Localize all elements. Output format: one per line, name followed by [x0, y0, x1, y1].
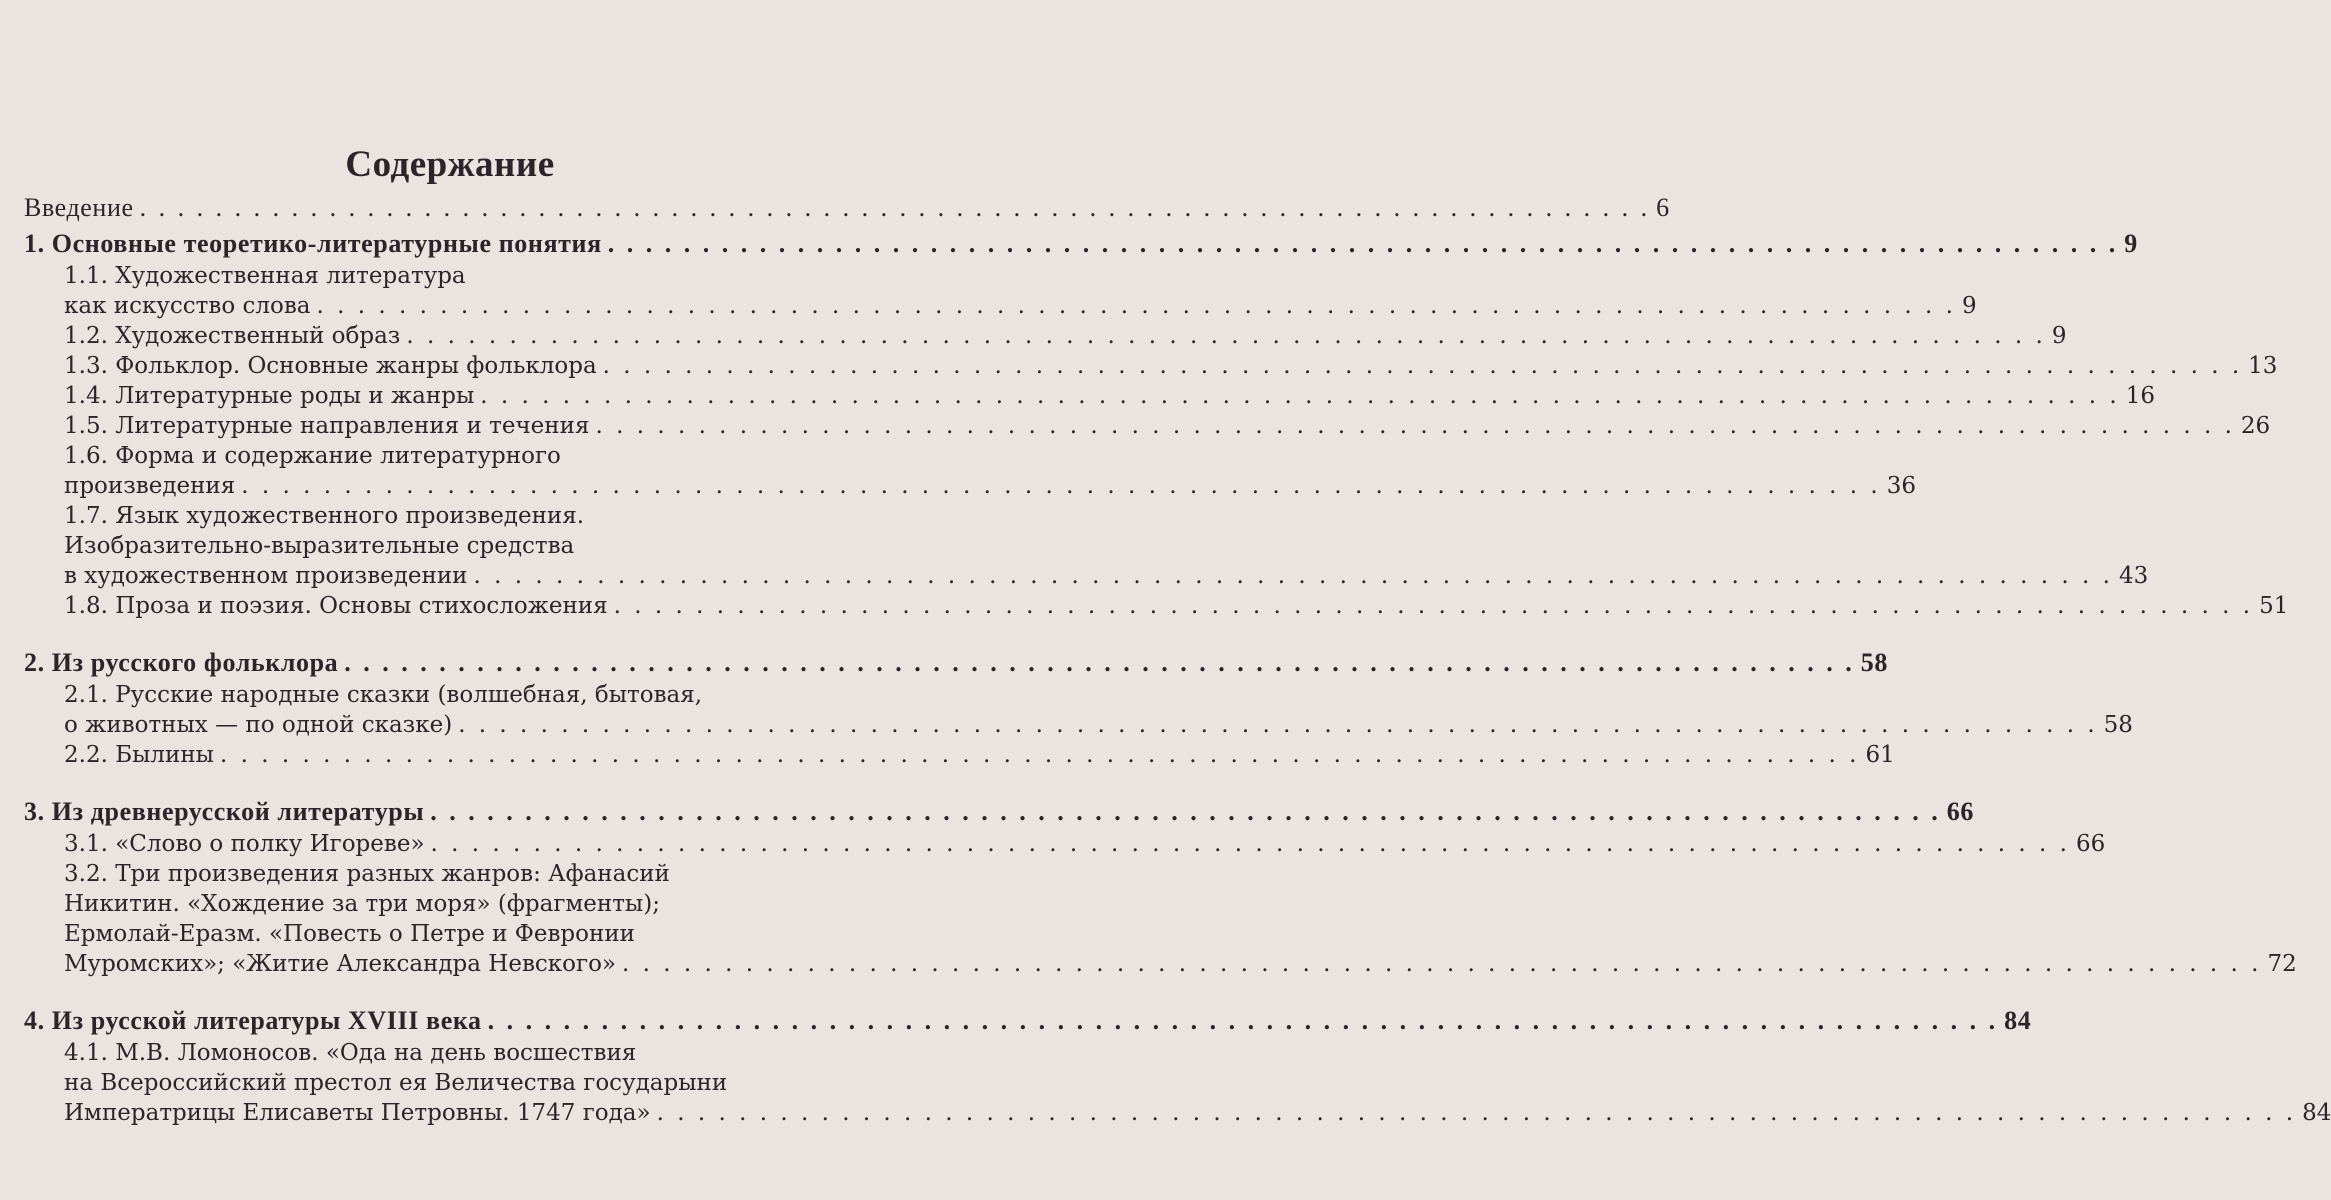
page-number: 9: [1961, 293, 1977, 319]
toc-section-entry: [24, 648, 1888, 678]
dot-leader: . . . . . . . . . . . . . . . . . . . . . . . . . . . . . . . . . . . . . . . . . . . . . . . . . . . . . . . . . . . . . . . . . . . . . . . . . . . . . . . .: [430, 797, 1941, 826]
toc-entry-text: в художественном произведении: [64, 563, 468, 589]
page-number: 72: [2267, 951, 2297, 977]
toc-line: [24, 291, 1977, 321]
page-number: 51: [2259, 593, 2289, 619]
toc-entry-text: 1.4. Литературные роды и жанры: [64, 383, 475, 409]
dot-leader: . . . . . . . . . . . . . . . . . . . . . . . . . . . . . . . . . . . . . . . . . . . . . . . . . . . . . . . . . . . . . . . . . . . . . . . . . . . . . . . .: [344, 648, 1855, 677]
toc-line: [24, 1038, 848, 1068]
toc-entry-text: как искусство слова: [64, 293, 311, 319]
toc-entry-text: на Всероссийский престол ея Величества государыни: [64, 1070, 728, 1096]
page-number: 61: [1865, 742, 1895, 768]
dot-leader: . . . . . . . . . . . . . . . . . . . . . . . . . . . . . . . . . . . . . . . . . . . . . . . . . . . . . . . . . . . . . . . . . . . . . . . . . . . . . . . .: [139, 193, 1651, 222]
toc-entry-text: 4.1. М.В. Ломоносов. «Ода на день восшествия: [64, 1040, 637, 1066]
page-number: 84: [2302, 1100, 2331, 1126]
toc-section-entry: [24, 1006, 2032, 1036]
dot-leader: . . . . . . . . . . . . . . . . . . . . . . . . . . . . . . . . . . . . . . . . . . . . . . . . . . . . . . . . . . . . . . . . . . . . . . . . . . . . . . . .: [458, 712, 2098, 738]
toc-entry-text: Ермолай-Еразм. «Повесть о Петре и Февронии: [64, 921, 635, 947]
toc-entry-text: 1. Основные теоретико-литературные понятия: [24, 229, 602, 258]
toc-entry-text: произведения: [64, 473, 236, 499]
toc-line: [24, 411, 2271, 441]
toc-line: [24, 680, 848, 710]
toc-entry-text: 2.2. Былины: [64, 742, 214, 768]
toc-subsection-entry: [24, 411, 2271, 441]
toc-entry-text: Никитин. «Хождение за три моря» (фрагменты);: [64, 891, 660, 917]
toc-line: [24, 1098, 2331, 1128]
toc-line: [24, 561, 2149, 591]
dot-leader: . . . . . . . . . . . . . . . . . . . . . . . . . . . . . . . . . . . . . . . . . . . . . . . . . . . . . . . . . . . . . . . . . . . . . . . . . . . . . . . .: [473, 563, 2113, 589]
toc-line: [24, 261, 848, 291]
toc-entry-text: 1.8. Проза и поэзия. Основы стихосложения: [64, 593, 608, 619]
toc-line: [24, 829, 2106, 859]
toc-line: [24, 501, 848, 531]
toc-subsection-entry: [24, 441, 1917, 501]
toc-line: [24, 193, 1670, 223]
toc-entry-text: 1.2. Художественный образ: [64, 323, 401, 349]
toc-line: [24, 919, 848, 949]
toc-intro-entry: [24, 193, 1670, 223]
page-number: 9: [2124, 229, 2138, 258]
page-number: 26: [2240, 413, 2271, 439]
toc-subsection-entry: [24, 381, 2155, 411]
page-number: 13: [2248, 353, 2278, 379]
toc-subsection-entry: [24, 740, 1895, 770]
toc-line: [24, 351, 2278, 381]
page-number: 66: [1946, 797, 1974, 826]
toc-line: [24, 1068, 848, 1098]
toc-line: [24, 740, 1895, 770]
table-of-contents: [24, 193, 2331, 1128]
dot-leader: . . . . . . . . . . . . . . . . . . . . . . . . . . . . . . . . . . . . . . . . . . . . . . . . . . . . . . . . . . . . . . . . . . . . . . . . . . . . . . . .: [406, 323, 2046, 349]
toc-subsection-entry: [24, 261, 1977, 321]
toc-line: [24, 441, 848, 471]
dot-leader: . . . . . . . . . . . . . . . . . . . . . . . . . . . . . . . . . . . . . . . . . . . . . . . . . . . . . . . . . . . . . . . . . . . . . . . . . . . . . . . .: [241, 473, 1881, 499]
toc-subsection-entry: [24, 829, 2106, 859]
dot-leader: . . . . . . . . . . . . . . . . . . . . . . . . . . . . . . . . . . . . . . . . . . . . . . . . . . . . . . . . . . . . . . . . . . . . . . . . . . . . . . . .: [487, 1006, 1999, 1035]
dot-leader: . . . . . . . . . . . . . . . . . . . . . . . . . . . . . . . . . . . . . . . . . . . . . . . . . . . . . . . . . . . . . . . . . . . . . . . . . . . . . . . .: [430, 831, 2070, 857]
toc-line: [24, 797, 1974, 827]
toc-line: [24, 710, 2133, 740]
toc-line: [24, 889, 848, 919]
toc-line: [24, 531, 848, 561]
page-title: Содержание: [345, 143, 555, 185]
toc-entry-text: 3.1. «Слово о полку Игореве»: [64, 831, 425, 857]
toc-entry-text: 4. Из русской литературы XVIII века: [24, 1006, 482, 1035]
page-number: 84: [2004, 1006, 2032, 1035]
toc-line: [24, 229, 2138, 259]
page-number: 58: [2103, 712, 2133, 738]
page-number: 16: [2125, 383, 2155, 409]
toc-section-entry: [24, 229, 2138, 259]
dot-leader: . . . . . . . . . . . . . . . . . . . . . . . . . . . . . . . . . . . . . . . . . . . . . . . . . . . . . . . . . . . . . . . . . . . . . . . . . . . . . . . .: [622, 951, 2262, 977]
toc-entry-text: о животных — по одной сказке): [64, 712, 453, 738]
toc-subsection-entry: [24, 501, 2149, 591]
toc-subsection-entry: [24, 591, 2289, 621]
page-number: 66: [2076, 831, 2106, 857]
dot-leader: . . . . . . . . . . . . . . . . . . . . . . . . . . . . . . . . . . . . . . . . . . . . . . . . . . . . . . . . . . . . . . . . . . . . . . . . . . . . . . . .: [480, 383, 2120, 409]
toc-entry-text: 3.2. Три произведения разных жанров: Афанасий: [64, 861, 670, 887]
page-number: 58: [1860, 648, 1888, 677]
toc-entry-text: Изобразительно-выразительные средства: [64, 533, 575, 559]
page-number: 43: [2118, 563, 2149, 589]
page-number: 6: [1656, 193, 1670, 222]
toc-entry-text: 3. Из древнерусской литературы: [24, 797, 425, 826]
toc-line: [24, 591, 2289, 621]
toc-subsection-entry: [24, 321, 2067, 351]
toc-entry-text: 1.7. Язык художественного произведения.: [64, 503, 585, 529]
toc-line: [24, 321, 2067, 351]
dot-leader: . . . . . . . . . . . . . . . . . . . . . . . . . . . . . . . . . . . . . . . . . . . . . . . . . . . . . . . . . . . . . . . . . . . . . . . . . . . . . . . .: [656, 1100, 2297, 1126]
toc-subsection-entry: [24, 351, 2278, 381]
toc-entry-text: Введение: [24, 193, 134, 222]
dot-leader: . . . . . . . . . . . . . . . . . . . . . . . . . . . . . . . . . . . . . . . . . . . . . . . . . . . . . . . . . . . . . . . . . . . . . . . . . . . . . . . .: [607, 229, 2119, 258]
toc-entry-text: 1.3. Фольклор. Основные жанры фольклора: [64, 353, 597, 379]
dot-leader: . . . . . . . . . . . . . . . . . . . . . . . . . . . . . . . . . . . . . . . . . . . . . . . . . . . . . . . . . . . . . . . . . . . . . . . . . . . . . . . .: [613, 593, 2254, 619]
toc-entry-text: Императрицы Елисаветы Петровны. 1747 года»: [64, 1100, 651, 1126]
toc-entry-text: 1.5. Литературные направления и течения: [64, 413, 590, 439]
toc-entry-text: 1.1. Художественная литература: [64, 263, 466, 289]
toc-section-entry: [24, 797, 1974, 827]
toc-line: [24, 1006, 2032, 1036]
toc-line: [24, 381, 2155, 411]
dot-leader: . . . . . . . . . . . . . . . . . . . . . . . . . . . . . . . . . . . . . . . . . . . . . . . . . . . . . . . . . . . . . . . . . . . . . . . . . . . . . . . .: [602, 353, 2243, 379]
toc-subsection-entry: [24, 1038, 2331, 1128]
toc-line: [24, 471, 1917, 501]
toc-line: [24, 859, 848, 889]
dot-leader: . . . . . . . . . . . . . . . . . . . . . . . . . . . . . . . . . . . . . . . . . . . . . . . . . . . . . . . . . . . . . . . . . . . . . . . . . . . . . . . .: [595, 413, 2235, 439]
toc-line: [24, 648, 1888, 678]
toc-subsection-entry: [24, 680, 2133, 740]
toc-entry-text: 2. Из русского фольклора: [24, 648, 339, 677]
dot-leader: . . . . . . . . . . . . . . . . . . . . . . . . . . . . . . . . . . . . . . . . . . . . . . . . . . . . . . . . . . . . . . . . . . . . . . . . . . . . . . . .: [316, 293, 1956, 319]
page-number: 36: [1886, 473, 1917, 499]
page-number: 9: [2051, 323, 2067, 349]
toc-entry-text: 1.6. Форма и содержание литературного: [64, 443, 561, 469]
toc-entry-text: 2.1. Русские народные сказки (волшебная, бытовая,: [64, 682, 703, 708]
dot-leader: . . . . . . . . . . . . . . . . . . . . . . . . . . . . . . . . . . . . . . . . . . . . . . . . . . . . . . . . . . . . . . . . . . . . . . . . . . . . . . . .: [219, 742, 1860, 768]
toc-line: [24, 949, 2297, 979]
toc-subsection-entry: [24, 859, 2297, 979]
toc-entry-text: Муромских»; «Житие Александра Невского»: [64, 951, 616, 977]
